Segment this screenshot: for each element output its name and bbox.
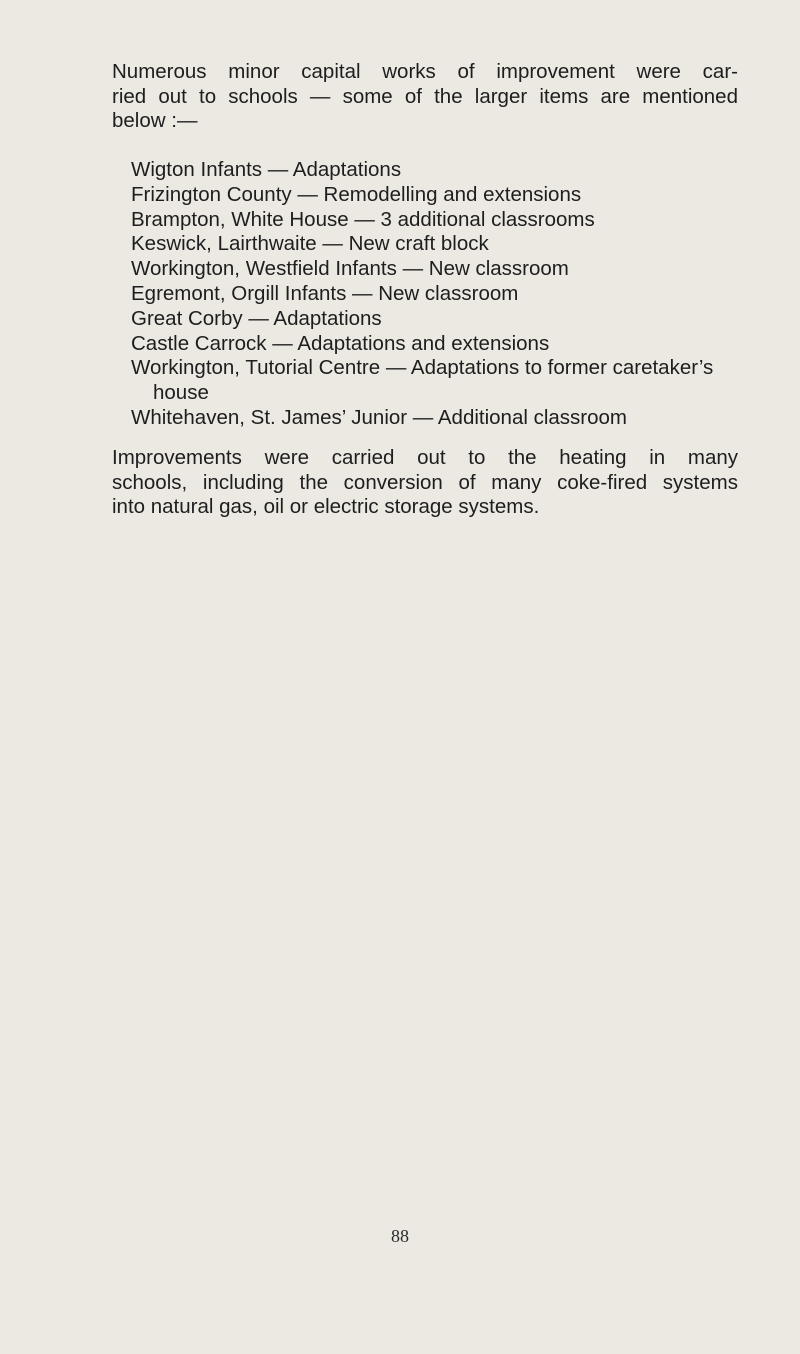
list-item: Great Corby — Adaptations (131, 306, 382, 330)
list-item: Workington, Westfield Infants — New classroom (131, 257, 569, 281)
closing-line: Improvements were carried out to the heating in many (112, 446, 738, 469)
list-item: Workington, Tutorial Centre — Adaptations to former caretaker’s house (131, 356, 714, 405)
list-item: Whitehaven, St. James’ Junior — Additional classroom (131, 405, 628, 429)
improvement-list (131, 158, 731, 431)
list-item: Frizington County — Remodelling and extensions (131, 182, 582, 206)
intro-line: Numerous minor capital works of improvement were car- (112, 60, 738, 83)
page-number: 88 (391, 1226, 409, 1246)
list-item: Egremont, Orgill Infants — New classroom (131, 281, 519, 305)
list-item: Castle Carrock — Adaptations and extensions (131, 331, 550, 355)
list-item: Brampton, White House — 3 additional classrooms (131, 207, 595, 231)
intro-line: ried out to schools — some of the larger items are mentioned (112, 84, 738, 108)
closing-line: schools, including the conversion of many coke-fired systems (112, 470, 738, 494)
list-item: Wigton Infants — Adaptations (131, 158, 402, 181)
closing-line: into natural gas, oil or electric storage systems. (112, 495, 540, 518)
intro-paragraph (112, 60, 738, 134)
list-item: Keswick, Lairthwaite — New craft block (131, 232, 489, 256)
intro-line: below :— (112, 109, 198, 132)
closing-paragraph (112, 446, 738, 520)
